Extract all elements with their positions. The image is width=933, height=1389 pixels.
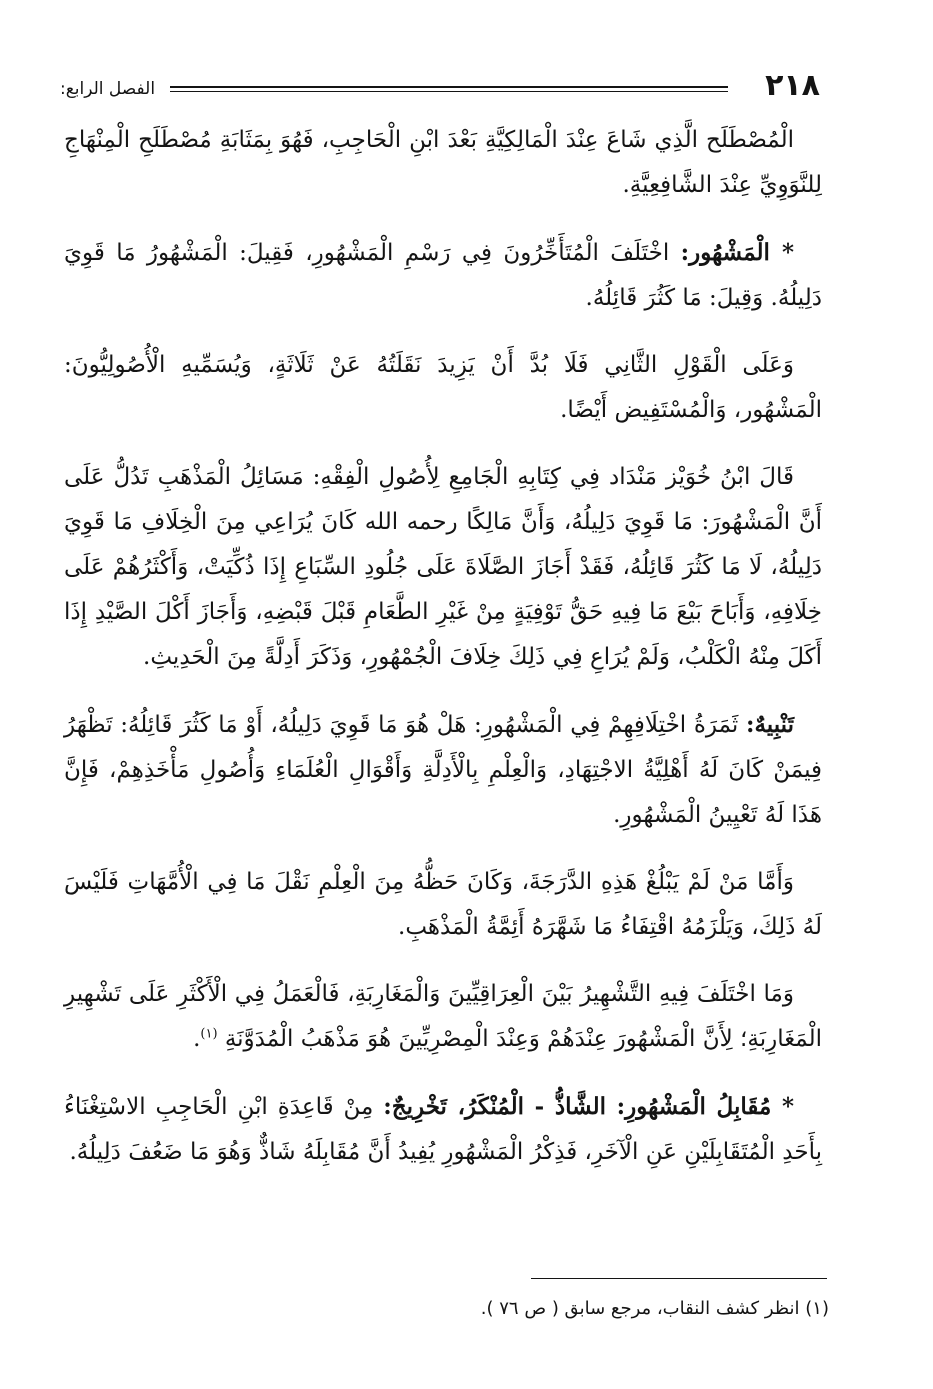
paragraph: * الْمَشْهُور: اخْتَلَفَ الْمُتَأَخِّرُونَ فِي رَسْمِ الْمَشْهُورِ، فَقِيلَ: الْمَشْهُورُ مَا قَوِيَ دَلِيلُهُ. وَقِيلَ: مَا كَثُرَ قَائِلُهُ. — [64, 239, 822, 311]
page-number: ٢١٨ — [765, 68, 820, 103]
paragraph: * مُقَابِلُ الْمَشْهُورِ: الشَّاذُّ - الْمُنْكَرُ، تَخْرِيجٌ: مِنْ قَاعِدَةِ ابْنِ الْحَاجِبِ الاسْتِغْنَاءُ بِأَحَدِ الْمُتَقَابِلَيْنِ عَنِ الْآخَرِ، فَذِكْرُ الْمَشْهُورِ يُفِيدُ أَنَّ مُقَابِلَهُ شَاذٌّ وَهُوَ مَا ضَعُفَ دَلِيلُهُ. — [64, 1093, 822, 1165]
page-header — [60, 66, 820, 106]
paragraph: وَأَمَّا مَنْ لَمْ يَبْلُغْ هَذِهِ الدَّرَجَةَ، وَكَانَ حَظُّهُ مِنَ الْعِلْمِ نَقْلَ مَا فِي الْأُمَّهَاتِ فَلَيْسَ لَهُ ذَلِكَ، وَيَلْزَمُهُ اقْتِفَاءُ مَا شَهَّرَهُ أَئِمَّةُ الْمَذْهَبِ. — [64, 869, 822, 940]
term-heading: تَنْبِيهٌ: — [745, 711, 794, 738]
paragraph: وَمَا اخْتَلَفَ فِيهِ التَّشْهِيرُ بَيْنَ الْعِرَاقِيِّينَ وَالْمَغَارِبَةِ، فَالْعَمَلُ فِي الْأَكْثَرِ عَلَى تَشْهِيرِ الْمَغَارِبَةِ؛ لِأَنَّ الْمَشْهُورَ عِنْدَهُمْ وَعِنْدَ الْمِصْرِيِّينَ هُوَ مَذْهَبُ الْمُدَوَّنَةِ $^{(١)}$. — [64, 981, 822, 1052]
header-rule — [170, 86, 728, 92]
chapter-title: الفصل الرابع: — [60, 79, 156, 99]
footnote: (١) انظر كشف النقاب، مرجع سابق ( ص ٧٦ ). — [480, 1298, 829, 1319]
footnote-reference: (١) — [200, 1026, 218, 1042]
paragraph: وَعَلَى الْقَوْلِ الثَّانِي فَلَا بُدَّ أَنْ يَزِيدَ نَقَلَتُهُ عَنْ ثَلَاثَةٍ، وَيُسَمِّيهِ الْأُصُولِيُّونَ: الْمَشْهُور، وَالْمُسْتَفِيض أَيْضًا. — [64, 352, 822, 423]
footnote-rule — [531, 1278, 827, 1279]
paragraph: الْمُصْطَلَح الَّذِي شَاعَ عِنْدَ الْمَالِكِيَّةِ بَعْدَ ابْنِ الْحَاجِبِ، فَهُوَ بِمَثَابَةِ مُصْطَلَحِ الْمِنْهَاجِ لِلنَّوَوِيِّ عِنْدَ الشَّافِعِيَّةِ. — [64, 127, 822, 198]
paragraph: تَنْبِيهٌ: ثَمَرَةُ اخْتِلَافِهِمْ فِي الْمَشْهُورِ: هَلْ هُوَ مَا قَوِيَ دَلِيلُهُ، أَوْ مَا كَثُرَ قَائِلُهُ: تَظْهَرُ فِيمَنْ كَانَ لَهُ أَهْلِيَّةُ الاجْتِهَادِ، وَالْعِلْمِ بِالْأَدِلَّةِ وَأَقْوَالِ الْعُلَمَاءِ وَأُصُولِ مَأْخَذِهِمْ، فَإِنَّ هَذَا لَهُ تَعْيِينُ الْمَشْهُورِ. — [64, 711, 823, 828]
term-heading: * مُقَابِلُ الْمَشْهُورِ: الشَّاذُّ - الْمُنْكَرُ، تَخْرِيجٌ: — [383, 1093, 794, 1120]
body-text — [64, 118, 822, 1197]
paragraph: قَالَ ابْنُ خُوَيْز مَنْدَاد فِي كِتَابِهِ الْجَامِعِ لِأُصُولِ الْفِقْهِ: مَسَائِلُ الْمَذْهَبِ تَدُلُّ عَلَى أَنَّ الْمَشْهُورَ: مَا قَوِيَ دَلِيلُهُ، وَأَنَّ مَالِكًا رحمه الله كَانَ يُرَاعِي مِنَ الْخِلَافِ مَا قَوِيَ دَلِيلُهُ، لَا مَا كَثُرَ قَائِلُهُ، فَقَدْ أَجَازَ الصَّلَاةَ عَلَى جُلُودِ السِّبَاعِ إِذَا ذُكِّيَتْ، وَأَكْثَرُهُمْ عَلَى خِلَافِهِ، وَأَبَاحَ بَيْعَ مَا فِيهِ حَقُّ تَوْفِيَةٍ مِنْ غَيْرِ الطَّعَامِ قَبْلَ قَبْضِهِ، وَأَجَازَ أَكْلَ الصَّيْدِ إِذَا أَكَلَ مِنْهُ الْكَلْبُ، وَلَمْ يُرَاعِ فِي ذَلِكَ خِلَافَ الْجُمْهُورِ، وَذَكَرَ أَدِلَّةً مِنَ الْحَدِيثِ. — [64, 464, 822, 670]
term-heading: * الْمَشْهُور: — [680, 239, 794, 266]
